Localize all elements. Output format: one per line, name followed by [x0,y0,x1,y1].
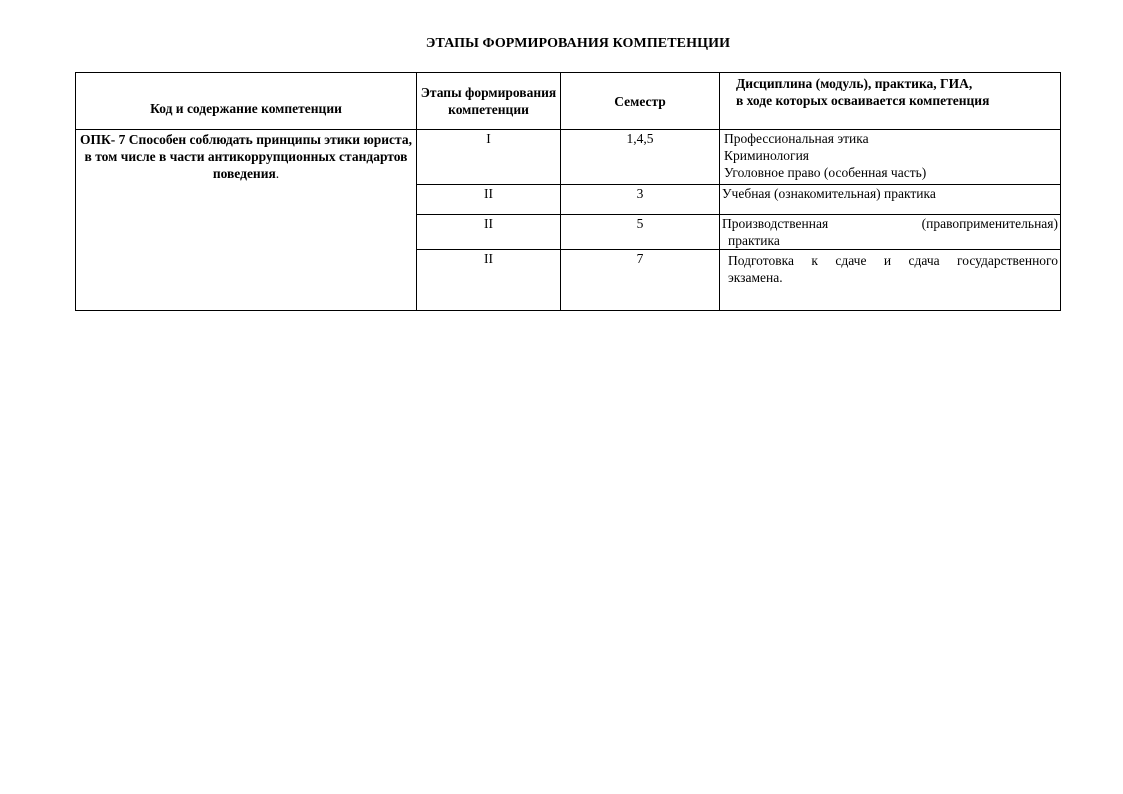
stage-cell: II [417,250,561,311]
discipline-item: практика [728,233,780,248]
semester-cell: 1,4,5 [561,130,720,185]
discipline-item: Профессиональная этика [724,131,869,146]
header-stage: Этапы формирования компетенции [417,73,561,130]
discipline-item: Криминология [724,148,810,163]
header-discipline-line-1: Дисциплина (модуль), практика, ГИА, [736,76,973,91]
discipline-item: экзамена. [728,270,783,285]
stage-cell: II [417,185,561,215]
competence-text: ОПК- 7 Способен соблюдать принципы этики юриста, в том числе в части антикоррупционных стандартов поведения [80,132,412,181]
stage-cell: II [417,215,561,250]
discipline-item: Подготовка к сдаче и сдача государственного [728,253,1058,268]
document-title: ЭТАПЫ ФОРМИРОВАНИЯ КОМПЕТЕНЦИИ [425,36,731,51]
discipline-item: Производственная (правоприменительная) [722,216,1058,231]
table-row [76,130,1061,185]
header-discipline [720,73,1061,130]
discipline-cell [720,250,1061,311]
semester-cell: 7 [561,250,720,311]
competence-cell [76,130,417,311]
stage-cell: I [417,130,561,185]
discipline-cell [720,215,1061,250]
table-header-row [76,73,1061,130]
semester-cell: 5 [561,215,720,250]
header-code: Код и содержание компетенции [76,73,417,130]
discipline-cell [720,185,1061,215]
header-semester: Семестр [561,73,720,130]
discipline-cell [720,130,1061,185]
header-discipline-line-2: в ходе которых осваивается компетенция [736,93,990,108]
competence-table [75,72,1061,311]
competence-dot: . [275,166,280,181]
discipline-item: Уголовное право (особенная часть) [724,165,927,180]
discipline-item: Учебная (ознакомительная) практика [722,186,936,201]
semester-cell: 3 [561,185,720,215]
